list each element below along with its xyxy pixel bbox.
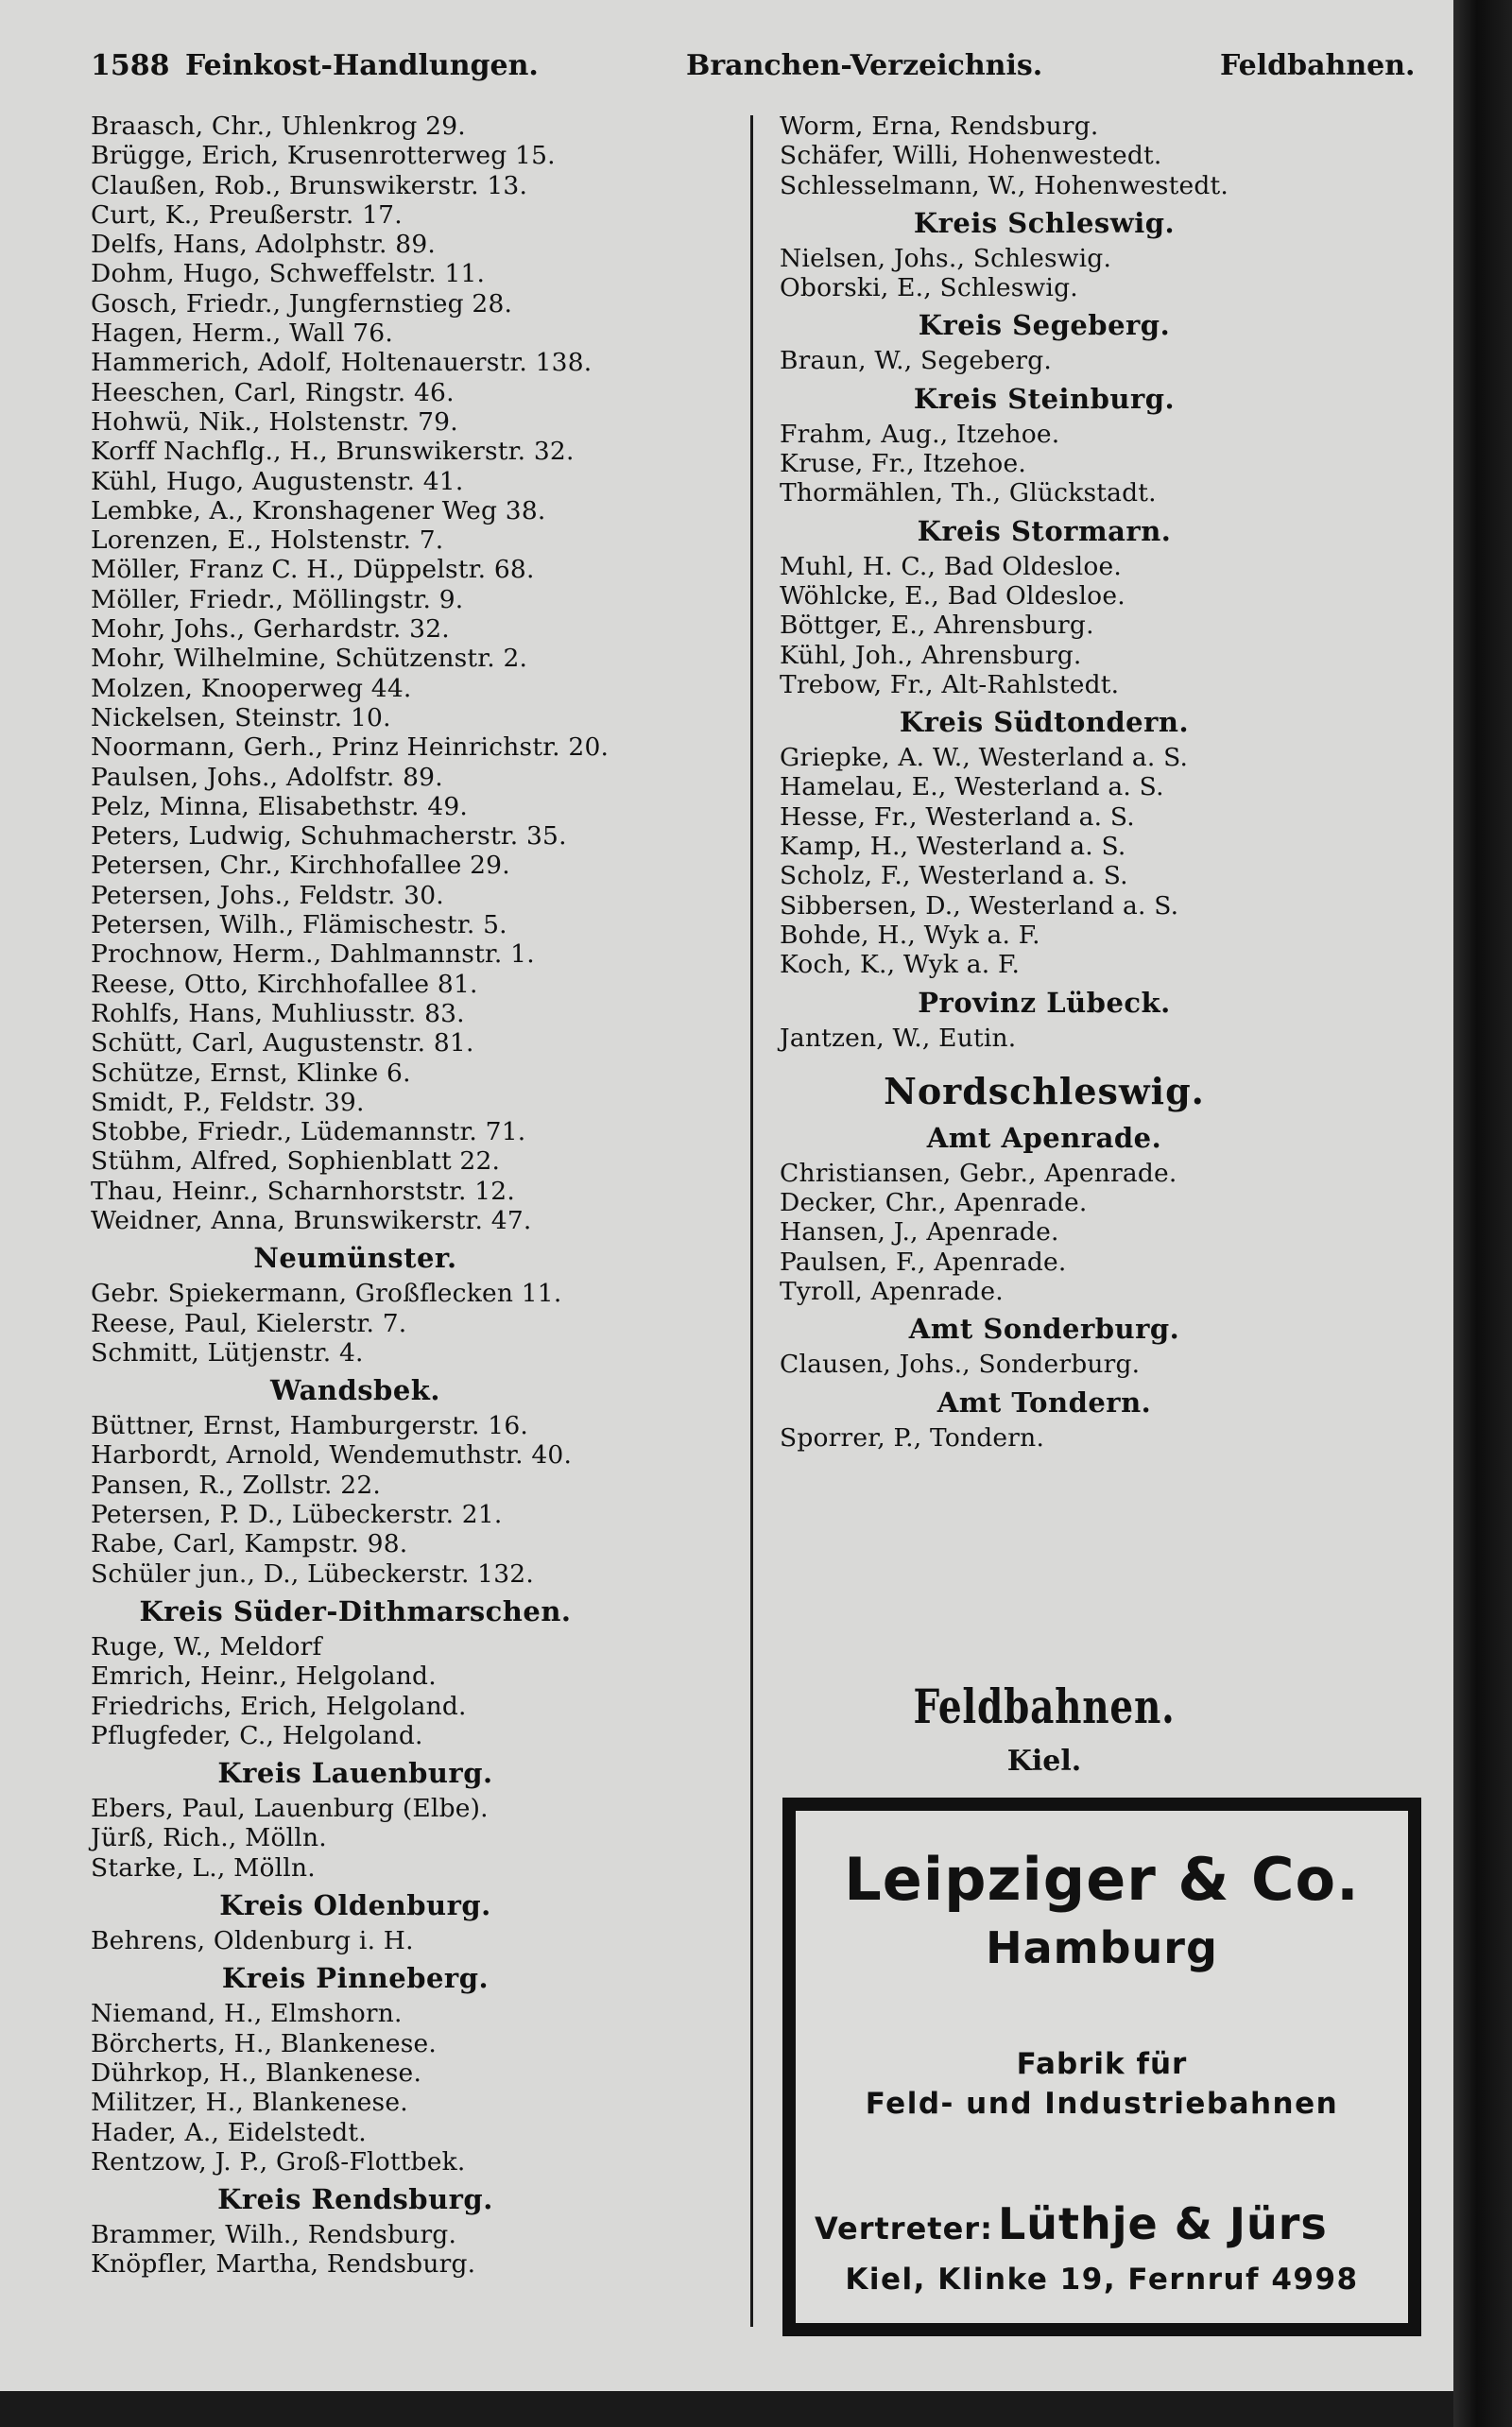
directory-entry: Nielsen, Johs., Schleswig. [780,243,1112,273]
ad-line-1: Fabrik für [1016,2047,1188,2081]
center-running-head: Branchen-Verzeichnis. [686,49,1043,82]
section-heading: Kreis Segeberg. [918,309,1171,342]
section-heading: Kreis Stormarn. [917,514,1172,547]
ad-line-2: Feld- und Industriebahnen [865,2087,1339,2121]
directory-entry: Gebr. Spiekermann, Großflecken 11. [91,1279,562,1309]
directory-entry: Lorenzen, E., Holstenstr. 7. [91,525,444,556]
section-heading: Kreis Oldenburg. [219,1889,491,1922]
section-heading: Neumünster. [253,1242,457,1275]
directory-entry: Rohlfs, Hans, Muhliusstr. 83. [91,998,465,1028]
directory-entry: Delfs, Hans, Adolphstr. 89. [91,230,437,260]
directory-entry: Thau, Heinr., Scharnhorststr. 12. [91,1176,515,1206]
directory-entry: Kühl, Hugo, Augustenstr. 41. [91,466,464,496]
directory-entry: Petersen, P. D., Lübeckerstr. 21. [91,1500,503,1530]
directory-entry: Lembke, A., Kronshagener Weg 38. [91,495,546,525]
directory-entry: Molzen, Knooperweg 44. [91,673,412,703]
region-heading: Nordschleswig. [884,1069,1205,1112]
advertisement-box [782,1798,1421,2336]
section-heading: Kreis Süder-Dithmarschen. [139,1594,572,1627]
directory-entry: Prochnow, Herm., Dahlmannstr. 1. [91,939,535,970]
left-column [91,112,752,2280]
directory-entry: Trebow, Fr., Alt-Rahlstedt. [780,669,1120,699]
section-heading: Kreis Lauenburg. [217,1757,493,1790]
directory-entry: Dohm, Hugo, Schweffelstr. 11. [91,259,486,289]
directory-entry: Harbordt, Arnold, Wendemuthstr. 40. [91,1440,573,1471]
page-edge-shadow [1453,0,1512,2427]
feldbahnen-location: Kiel. [1006,1745,1082,1778]
directory-entry: Militzer, H., Blankenese. [91,2088,408,2118]
directory-entry: Weidner, Anna, Brunswikerstr. 47. [91,1205,532,1235]
feldbahnen-heading: Feldbahnen. [913,1678,1176,1734]
directory-entry: Behrens, Oldenburg i. H. [91,1926,414,1956]
directory-entry: Pelz, Minna, Elisabethstr. 49. [91,791,469,821]
directory-entry: Gosch, Friedr., Jungfernstieg 28. [91,288,513,318]
directory-entry: Griepke, A. W., Westerland a. S. [780,743,1189,773]
directory-entry: Smidt, P., Feldstr. 39. [91,1087,365,1117]
directory-entry: Curt, K., Preußerstr. 17. [91,199,403,230]
directory-entry: Möller, Friedr., Möllingstr. 9. [91,584,464,614]
directory-entry: Sibbersen, D., Westerland a. S. [780,890,1179,921]
directory-entry: Noormann, Gerh., Prinz Heinrichstr. 20. [91,732,610,763]
section-heading: Amt Apenrade. [926,1121,1162,1154]
directory-entry: Wöhlcke, E., Bad Oldesloe. [780,580,1125,611]
directory-entry: Mohr, Wilhelmine, Schützenstr. 2. [91,644,528,674]
directory-entry: Hammerich, Adolf, Holtenauerstr. 138. [91,348,593,378]
directory-entry: Schlesselmann, W., Hohenwestedt. [780,170,1228,200]
directory-entry: Hesse, Fr., Westerland a. S. [780,801,1135,832]
ad-city: Hamburg [986,1922,1218,1973]
section-heading: Amt Tondern. [936,1386,1152,1419]
ad-address: Kiel, Klinke 19, Fernruf 4998 [845,2263,1359,2297]
section-heading: Kreis Rendsburg. [217,2183,493,2216]
section-heading: Kreis Schleswig. [913,206,1176,239]
directory-entry: Decker, Chr., Apenrade. [780,1188,1088,1218]
directory-entry: Schütze, Ernst, Klinke 6. [91,1058,411,1088]
directory-entry: Petersen, Chr., Kirchhofallee 29. [91,851,510,881]
directory-entry: Möller, Franz C. H., Düppelstr. 68. [91,555,535,585]
directory-entry: Mohr, Johs., Gerhardstr. 32. [91,614,450,645]
directory-entry: Jantzen, W., Eutin. [780,1023,1017,1053]
directory-entry: Hohwü, Nik., Holstenstr. 79. [91,406,458,437]
directory-entry: Brügge, Erich, Krusenrotterweg 15. [91,141,556,171]
directory-entry: Muhl, H. C., Bad Oldesloe. [780,551,1122,581]
directory-entry: Büttner, Ernst, Hamburgerstr. 16. [91,1411,529,1441]
directory-entry: Knöpfler, Martha, Rendsburg. [91,2249,476,2280]
directory-entry: Oborski, E., Schleswig. [780,273,1078,303]
directory-entry: Sporrer, P., Tondern. [780,1422,1045,1453]
section-heading: Amt Sonderburg. [908,1313,1180,1346]
section-heading: Kreis Pinneberg. [221,1962,490,1995]
directory-entry: Stühm, Alfred, Sophienblatt 22. [91,1146,501,1177]
directory-entry: Nickelsen, Steinstr. 10. [91,702,391,732]
directory-entry: Christiansen, Gebr., Apenrade. [780,1158,1177,1188]
directory-entry: Paulsen, F., Apenrade. [780,1247,1067,1277]
page-bottom-edge [0,2391,1453,2427]
directory-entry: Braasch, Chr., Uhlenkrog 29. [91,112,466,141]
directory-entry: Ebers, Paul, Lauenburg (Elbe). [91,1794,489,1824]
directory-entry: Bohde, H., Wyk a. F. [780,920,1040,950]
directory-entry: Brammer, Wilh., Rendsburg. [91,2220,457,2250]
directory-entry: Hamelau, E., Westerland a. S. [780,772,1164,802]
directory-entry: Paulsen, Johs., Adolfstr. 89. [91,762,443,792]
directory-entry: Schütt, Carl, Augustenstr. 81. [91,1028,474,1059]
ad-rep-label: Vertreter: [815,2211,993,2246]
directory-entry: Petersen, Johs., Feldstr. 30. [91,880,444,910]
directory-entry: Tyroll, Apenrade. [780,1277,1004,1307]
right-column [780,112,1422,1453]
directory-entry: Ruge, W., Meldorf [91,1631,322,1661]
directory-entry: Worm, Erna, Rendsburg. [780,112,1099,141]
directory-entry: Scholz, F., Westerland a. S. [780,861,1128,891]
ad-company: Leipziger & Co. [844,1845,1360,1914]
directory-entry: Thormählen, Th., Glückstadt. [780,478,1157,508]
ad-representative [815,2198,1400,2249]
directory-entry: Hagen, Herm., Wall 76. [91,318,393,349]
directory-entry: Braun, W., Segeberg. [780,346,1052,376]
section-heading: Kreis Südtondern. [899,706,1190,739]
directory-entry: Pflugfeder, C., Helgoland. [91,1720,423,1750]
directory-entry: Kamp, H., Westerland a. S. [780,832,1126,862]
directory-entry: Claußen, Rob., Brunswikerstr. 13. [91,170,528,200]
directory-entry: Rabe, Carl, Kampstr. 98. [91,1529,408,1559]
directory-entry: Korff Nachflg., H., Brunswikerstr. 32. [91,437,575,467]
directory-entry: Pansen, R., Zollstr. 22. [91,1470,382,1500]
page-number: 1588 [91,49,170,82]
directory-entry: Börcherts, H., Blankenese. [91,2028,438,2058]
directory-entry: Starke, L., Mölln. [91,1852,316,1883]
directory-entry: Böttger, E., Ahrensburg. [780,611,1094,641]
directory-entry: Friedrichs, Erich, Helgoland. [91,1691,467,1721]
left-running-head: Feinkost-Handlungen. [185,49,539,82]
directory-entry: Schüler jun., D., Lübeckerstr. 132. [91,1558,534,1589]
page-header [91,49,1416,87]
right-running-head: Feldbahnen. [1220,49,1416,82]
ad-rep-name: Lüthje & Jürs [997,2198,1328,2249]
directory-entry: Heeschen, Carl, Ringstr. 46. [91,377,455,407]
directory-entry: Reese, Otto, Kirchhofallee 81. [91,969,478,999]
directory-entry: Peters, Ludwig, Schuhmacherstr. 35. [91,821,567,852]
directory-entry: Clausen, Johs., Sonderburg. [780,1350,1141,1380]
directory-entry: Schäfer, Willi, Hohenwestedt. [780,141,1162,171]
directory-entry: Niemand, H., Elmshorn. [91,1999,403,2029]
directory-entry: Koch, K., Wyk a. F. [780,950,1021,980]
directory-entry: Stobbe, Friedr., Lüdemannstr. 71. [91,1117,526,1147]
directory-entry: Hader, A., Eidelstedt. [91,2117,367,2147]
directory-entry: Hansen, J., Apenrade. [780,1217,1059,1248]
directory-entry: Kruse, Fr., Itzehoe. [780,449,1026,479]
directory-entry: Schmitt, Lütjenstr. 4. [91,1337,364,1368]
directory-entry: Jürß, Rich., Mölln. [91,1823,327,1853]
directory-entry: Petersen, Wilh., Flämischestr. 5. [91,910,507,940]
directory-entry: Dührkop, H., Blankenese. [91,2057,422,2088]
directory-entry: Rentzow, J. P., Groß-Flottbek. [91,2146,466,2177]
section-heading: Wandsbek. [270,1374,440,1407]
directory-entry: Emrich, Heinr., Helgoland. [91,1661,437,1692]
directory-entry: Frahm, Aug., Itzehoe. [780,419,1060,449]
directory-entry: Reese, Paul, Kielerstr. 7. [91,1308,407,1338]
section-heading: Kreis Steinburg. [913,382,1176,415]
section-heading: Provinz Lübeck. [918,986,1171,1019]
directory-entry: Kühl, Joh., Ahrensburg. [780,640,1082,670]
